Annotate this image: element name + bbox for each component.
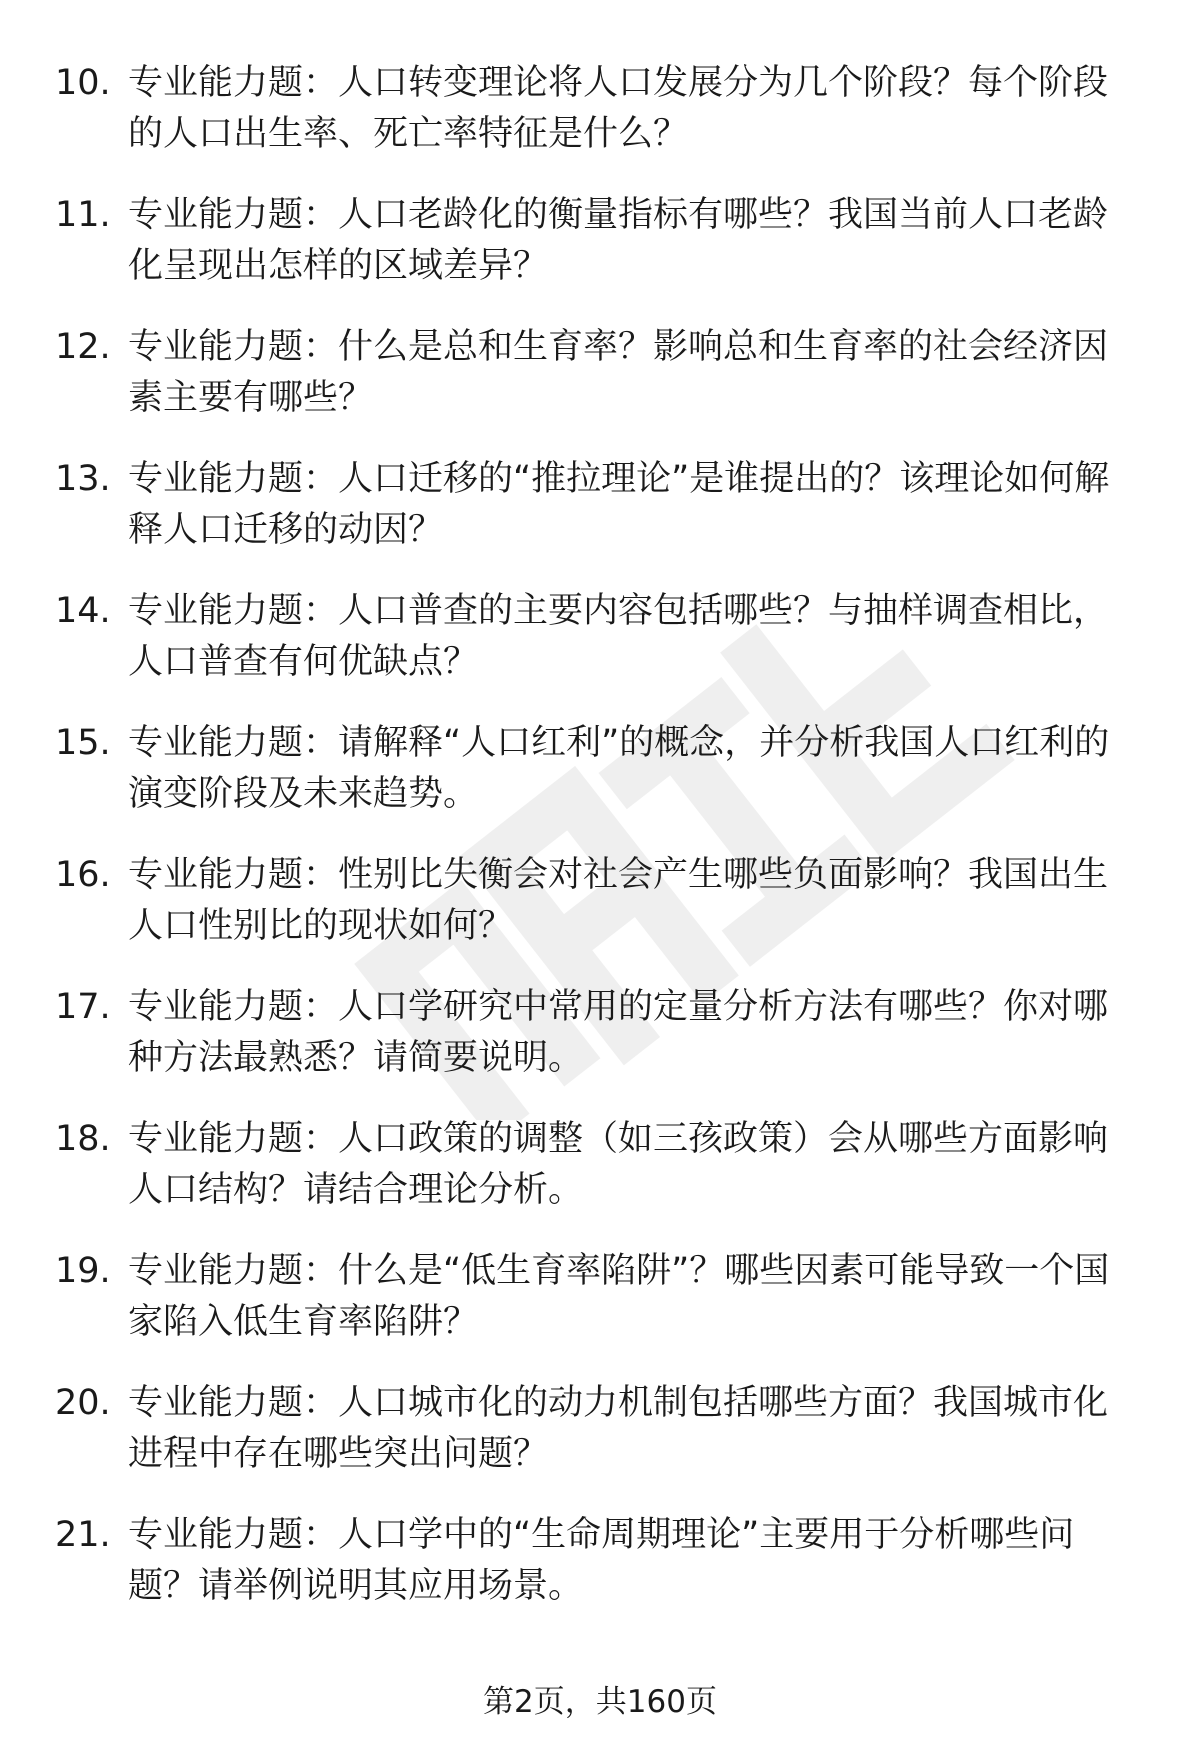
question-number: 12.: [55, 327, 111, 367]
question-text: 专业能力题：什么是“低生育率陷阱”？哪些因素可能导致一个国家陷入低生育率陷阱？: [128, 1251, 1110, 1342]
question-text: 专业能力题：人口学研究中常用的定量分析方法有哪些？你对哪种方法最熟悉？请简要说明。: [128, 987, 1109, 1078]
question-item: [0, 586, 1200, 696]
question-text: 专业能力题：人口政策的调整（如三孩政策）会从哪些方面影响人口结构？请结合理论分析。: [128, 1119, 1109, 1210]
question-text: 专业能力题：人口学中的“生命周期理论”主要用于分析哪些问题？请举例说明其应用场景。: [128, 1515, 1075, 1606]
question-text: 专业能力题：人口迁移的“推拉理论”是谁提出的？该理论如何解释人口迁移的动因？: [128, 459, 1110, 550]
question-text: 专业能力题：人口转变理论将人口发展分为几个阶段？每个阶段的人口出生率、死亡率特征是什么？: [128, 63, 1109, 154]
question-item: [0, 1246, 1200, 1356]
question-item: [0, 1510, 1200, 1620]
question-item: [0, 1378, 1200, 1488]
question-item: [0, 322, 1200, 432]
question-number: 13.: [55, 459, 111, 499]
question-number: 10.: [55, 63, 111, 103]
question-number: 17.: [55, 987, 111, 1027]
question-item: [0, 454, 1200, 564]
question-number: 16.: [55, 855, 111, 895]
question-text: 专业能力题：人口老龄化的衡量指标有哪些？我国当前人口老龄化呈现出怎样的区域差异？: [128, 195, 1109, 286]
question-number: 14.: [55, 591, 111, 631]
page-number-footer: 第2页，共160页: [483, 1684, 717, 1720]
question-text: 专业能力题：人口普查的主要内容包括哪些？与抽样调查相比，人口普查有何优缺点？: [128, 591, 1109, 682]
question-item: [0, 190, 1200, 300]
question-item: [0, 850, 1200, 960]
question-number: 18.: [55, 1119, 111, 1159]
question-number: 15.: [55, 723, 111, 763]
question-text: 专业能力题：请解释“人口红利”的概念，并分析我国人口红利的演变阶段及未来趋势。: [128, 723, 1110, 814]
question-item: [0, 718, 1200, 828]
question-number: 20.: [55, 1383, 111, 1423]
question-number: 11.: [55, 195, 111, 235]
question-number: 21.: [55, 1515, 111, 1555]
question-text: 专业能力题：人口城市化的动力机制包括哪些方面？我国城市化进程中存在哪些突出问题？: [128, 1383, 1109, 1474]
question-item: [0, 982, 1200, 1092]
question-item: [0, 1114, 1200, 1224]
question-text: 专业能力题：性别比失衡会对社会产生哪些负面影响？我国出生人口性别比的现状如何？: [128, 855, 1109, 946]
question-number: 19.: [55, 1251, 111, 1291]
question-text: 专业能力题：什么是总和生育率？影响总和生育率的社会经济因素主要有哪些？: [128, 327, 1109, 418]
question-item: [0, 58, 1200, 168]
